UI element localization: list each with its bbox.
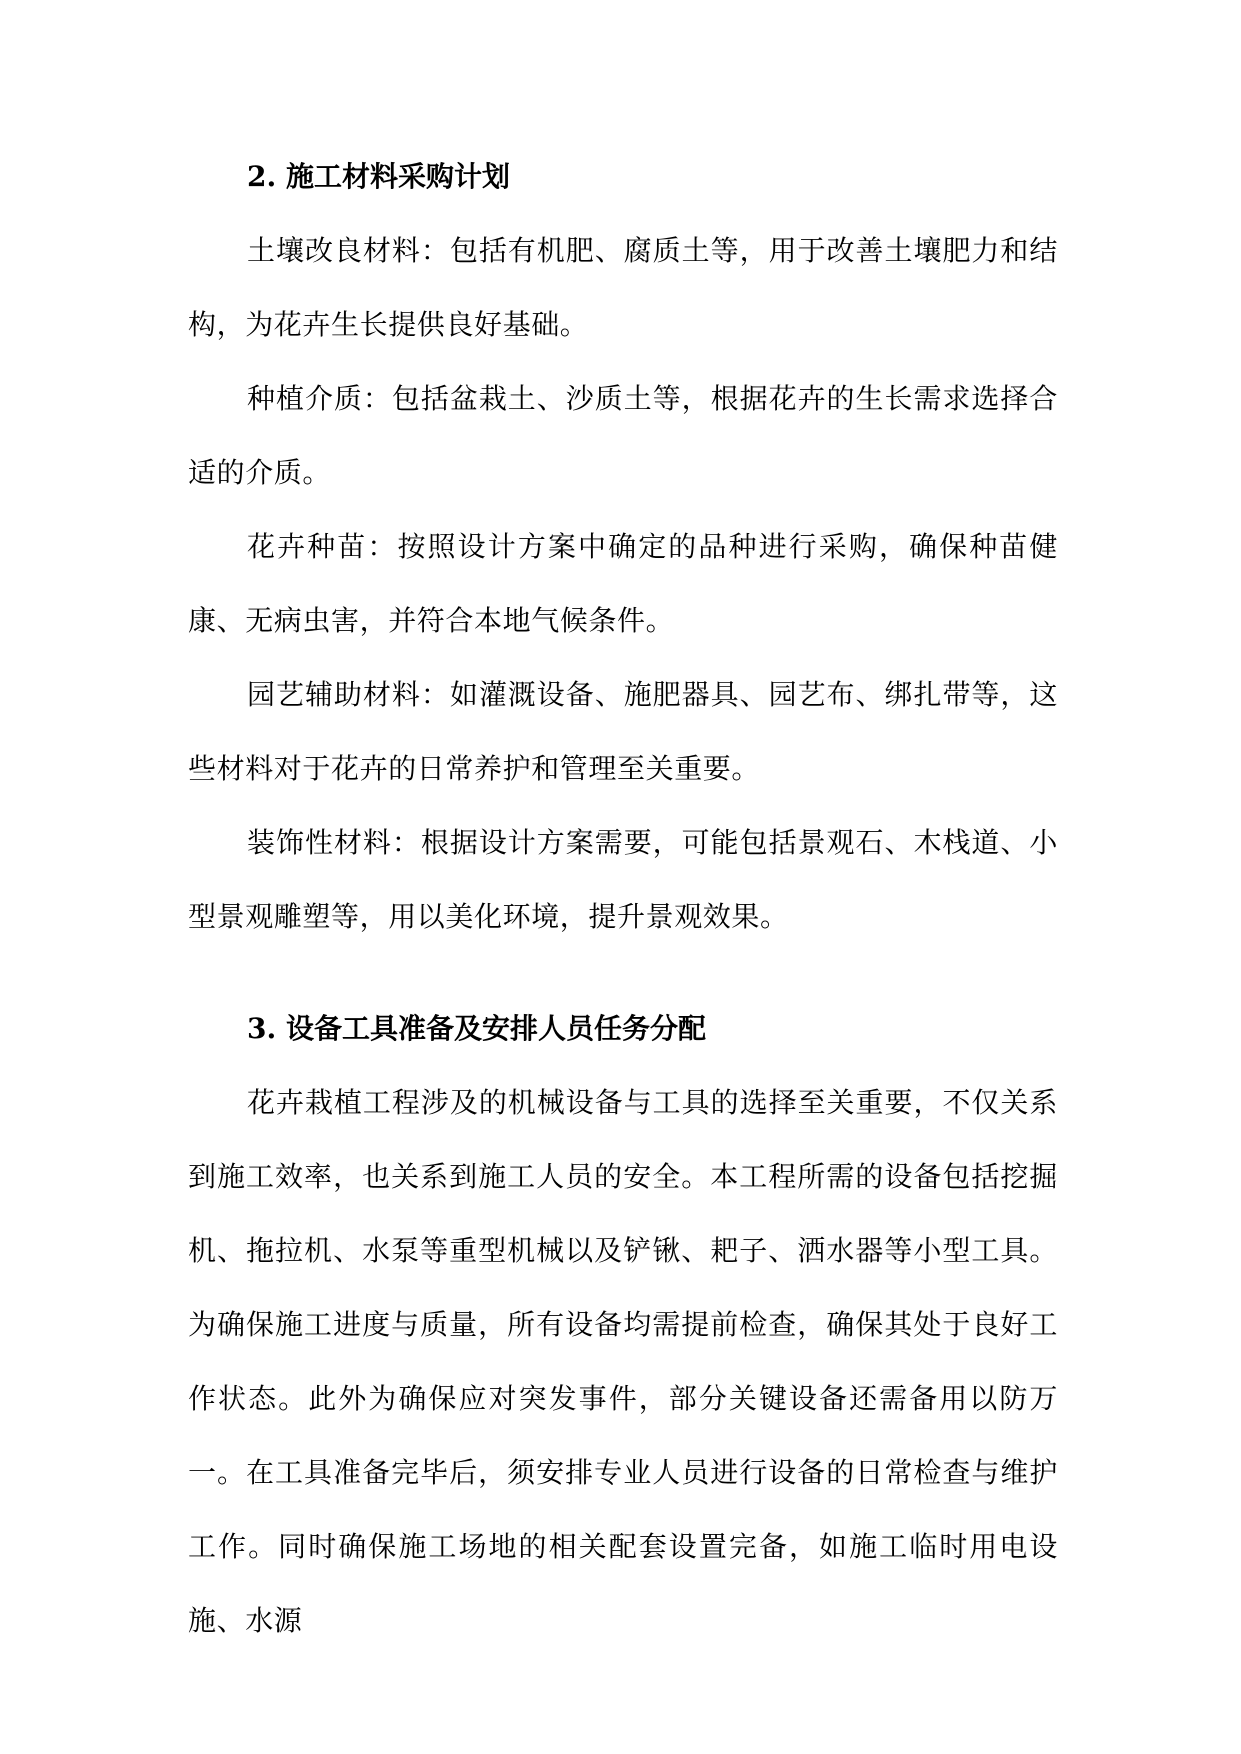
paragraph-decorative-materials: 装饰性材料：根据设计方案需要，可能包括景观石、木栈道、小型景观雕塑等，用以美化环境，提升景观效果。	[188, 826, 1058, 933]
section-heading-procurement-plan: 2. 施工材料采购计划	[247, 160, 510, 193]
document-body	[188, 140, 1058, 1658]
paragraph-equipment-tools: 花卉栽植工程涉及的机械设备与工具的选择至关重要，不仅关系到施工效率，也关系到施工人员的安全。本工程所需的设备包括挖掘机、拖拉机、水泵等重型机械以及铲锹、耙子、洒水器等小型工具。为确保施工进度与质量，所有设备均需提前检查，确保其处于良好工作状态。此外为确保应对突发事件，部分关键设备还需备用以防万一。在工具准备完毕后，须安排专业人员进行设备的日常检查与维护工作。同时确保施工场地的相关配套设置完备，如施工临时用电设施、水源	[188, 1086, 1058, 1637]
paragraph-flower-seedlings: 花卉种苗：按照设计方案中确定的品种进行采购，确保种苗健康、无病虫害，并符合本地气候条件。	[188, 530, 1058, 637]
paragraph-planting-medium: 种植介质：包括盆栽土、沙质土等，根据花卉的生长需求选择合适的介质。	[188, 382, 1058, 489]
paragraph-soil-improvement: 土壤改良材料：包括有机肥、腐质土等，用于改善土壤肥力和结构，为花卉生长提供良好基础。	[188, 234, 1058, 341]
paragraph-gardening-auxiliary: 园艺辅助材料：如灌溉设备、施肥器具、园艺布、绑扎带等，这些材料对于花卉的日常养护和管理至关重要。	[188, 678, 1058, 785]
section-heading-equipment-staffing: 3. 设备工具准备及安排人员任务分配	[247, 1012, 706, 1045]
